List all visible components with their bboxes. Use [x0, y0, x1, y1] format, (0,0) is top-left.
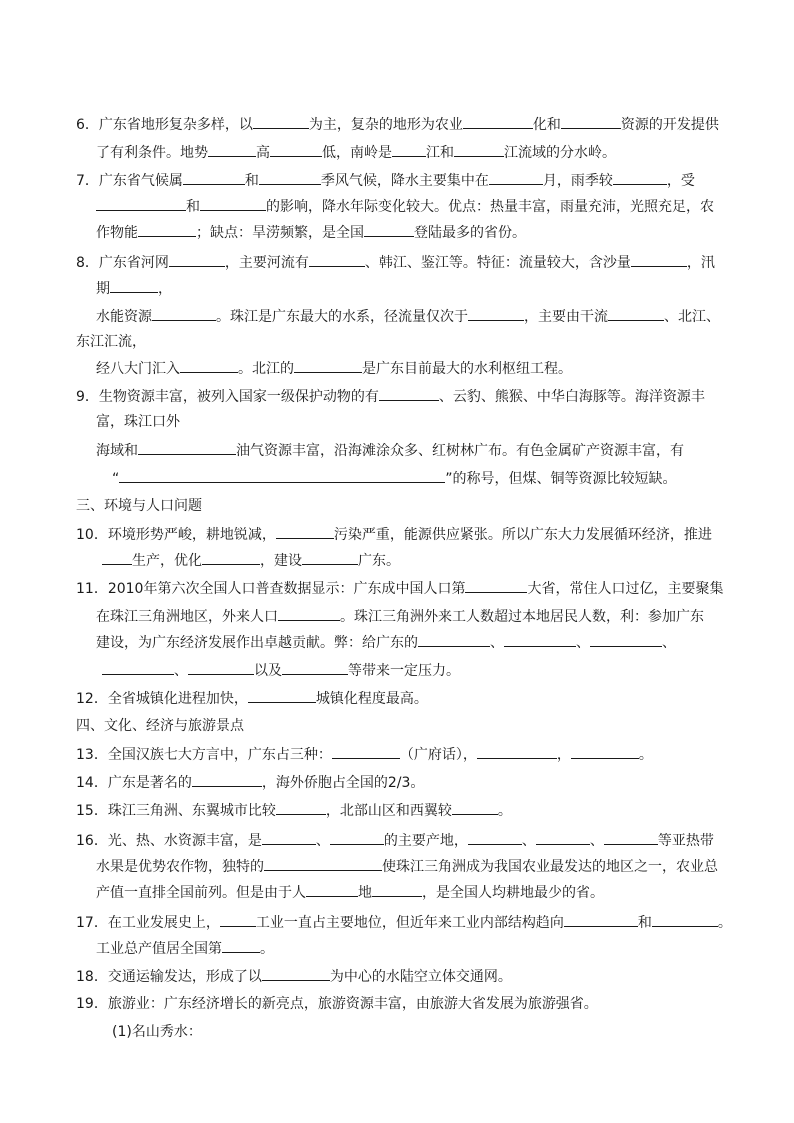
answer-blank[interactable]: [379, 386, 439, 401]
line-text: ，建设: [260, 553, 302, 569]
line-text: ，: [158, 281, 172, 297]
answer-blank[interactable]: [264, 856, 382, 871]
text-line: [96, 196, 714, 217]
answer-blank[interactable]: [200, 196, 266, 211]
text-line: [76, 688, 428, 709]
line-text: 7．广东省气候属: [76, 173, 183, 189]
line-text: 、: [521, 833, 536, 849]
answer-blank[interactable]: [262, 966, 330, 981]
line-text: 海域和: [96, 443, 138, 459]
line-text: 登陆最多的省份。: [414, 225, 526, 241]
line-text: ；缺点：旱涝频繁，是全国: [196, 225, 364, 241]
answer-blank[interactable]: [332, 744, 400, 759]
text-line: [96, 278, 172, 299]
line-text: 11．2010年第六次全国人口普查数据显示：广东成中国人口第: [76, 581, 466, 597]
text-line: [76, 830, 714, 851]
answer-blank[interactable]: [504, 632, 576, 647]
answer-blank[interactable]: [102, 660, 174, 675]
line-text: 低，南岭是: [322, 145, 392, 161]
line-text: 高: [256, 145, 270, 161]
line-text: 在珠江三角洲地区，外来人口: [96, 609, 278, 625]
line-text: 。北江的: [238, 361, 294, 377]
text-line: [76, 744, 653, 765]
answer-blank[interactable]: [276, 800, 326, 815]
line-text: 产值一直排全国前列。但是由于人: [96, 885, 306, 901]
text-line: [96, 412, 180, 432]
line-text: 、: [576, 635, 590, 651]
line-text: 期: [96, 281, 110, 297]
text-line: [76, 496, 202, 516]
line-text: 了有利条件。地势: [96, 145, 208, 161]
line-text: 工业一直占主要地位，但近年来工业内部结构趋向: [255, 915, 564, 931]
line-text: 、云豹、熊猴、中华白海豚等。海洋资源丰: [438, 389, 705, 405]
answer-blank[interactable]: [330, 830, 384, 845]
text-line: [96, 440, 684, 461]
line-text: 经八大门汇入: [96, 361, 180, 377]
answer-blank[interactable]: [152, 306, 216, 321]
text-line: [96, 222, 526, 243]
line-text: 季风气候，降水主要集中在: [320, 173, 489, 189]
answer-blank[interactable]: [259, 170, 321, 185]
text-line: [102, 550, 400, 571]
line-text: 、北江、: [664, 309, 720, 325]
line-text: ，北部山区和西翼较: [325, 803, 452, 819]
text-line: [76, 966, 512, 987]
text-line: [76, 114, 719, 135]
answer-blank[interactable]: [608, 306, 664, 321]
line-text: 、: [315, 833, 330, 849]
text-line: [96, 938, 274, 959]
answer-blank[interactable]: [477, 744, 557, 759]
line-text: 。: [260, 941, 274, 957]
line-text: ，是全国人均耕地最少的省。: [422, 885, 604, 901]
answer-blank[interactable]: [278, 606, 340, 621]
line-text: (1)名山秀水：: [112, 1024, 202, 1040]
line-text: 江和: [426, 145, 454, 161]
text-line: [112, 1022, 202, 1042]
answer-blank[interactable]: [248, 688, 316, 703]
answer-blank[interactable]: [96, 196, 186, 211]
line-text: 地: [358, 885, 372, 901]
line-text: 。珠江三角洲外来工人数超过本地居民人数，利：参加广东: [340, 609, 704, 625]
text-line: [96, 606, 704, 627]
line-text: 12．全省城镇化进程加快，: [76, 691, 248, 707]
answer-blank[interactable]: [253, 114, 309, 129]
line-text: 城镇化程度最高。: [315, 691, 428, 707]
answer-blank[interactable]: [138, 440, 236, 455]
line-text: 6．广东省地形复杂多样，以: [76, 117, 253, 133]
text-line: [76, 716, 244, 736]
line-text: 建设，为广东经济发展作出卓越贡献。弊：给广东的: [96, 635, 418, 651]
line-text: 、: [662, 635, 676, 651]
line-text: 月，雨季较: [542, 173, 613, 189]
line-text: 16．光、热、水资源丰富，是: [76, 833, 262, 849]
line-text: ，主要由干流: [524, 309, 608, 325]
line-text: “: [112, 471, 120, 487]
answer-blank[interactable]: [418, 632, 490, 647]
line-text: 污染严重，能源供应紧张。所以广东大力发展循环经济，推进: [333, 527, 712, 543]
answer-blank[interactable]: [463, 114, 533, 129]
line-text: 的影响，降水年际变化较大。优点：热量丰富，雨量充沛，光照充足，农: [266, 199, 714, 215]
line-text: 等亚热带: [657, 833, 714, 849]
answer-blank[interactable]: [631, 252, 687, 267]
line-text: 17．在工业发展史上，: [76, 915, 220, 931]
line-text: 大省，常住人口过亿，主要聚集: [527, 581, 724, 597]
text-line: [76, 772, 424, 793]
line-text: 资源的开发提供: [620, 117, 719, 133]
answer-blank[interactable]: [590, 632, 662, 647]
answer-blank[interactable]: [169, 252, 225, 267]
line-text: 。: [638, 747, 653, 763]
text-line: [76, 170, 695, 191]
line-text: 工业总产值居全国第: [96, 941, 222, 957]
text-line: [96, 142, 616, 163]
text-line: [76, 800, 512, 821]
answer-blank[interactable]: [119, 468, 445, 483]
line-text: （广府话），: [399, 747, 477, 763]
line-text: 13．全国汉族七大方言中，广东占三种：: [76, 747, 332, 763]
answer-blank[interactable]: [468, 830, 522, 845]
line-text: 10．环境形势严峻，耕地锐减，: [76, 527, 276, 543]
line-text: 、韩江、鉴江等。特征：流量较大，含沙量: [364, 255, 631, 271]
line-text: 。珠江是广东最大的水系，径流量仅次于: [216, 309, 468, 325]
line-text: 15．珠江三角洲、东翼城市比较: [76, 803, 276, 819]
line-text: 的主要产地，: [383, 833, 468, 849]
answer-blank[interactable]: [110, 278, 158, 293]
answer-blank[interactable]: [276, 524, 334, 539]
answer-blank[interactable]: [652, 912, 718, 927]
text-line: [76, 994, 598, 1014]
text-line: [76, 386, 705, 407]
answer-blank[interactable]: [468, 306, 524, 321]
line-text: ”的称号，但煤、铜等资源比较短缺。: [445, 471, 677, 487]
answer-blank[interactable]: [372, 882, 422, 897]
answer-blank[interactable]: [294, 358, 362, 373]
answer-blank[interactable]: [202, 550, 260, 565]
answer-blank[interactable]: [561, 114, 621, 129]
line-text: 使珠江三角洲成为我国农业最发达的地区之一，农业总: [382, 859, 718, 875]
line-text: 和: [244, 173, 259, 189]
answer-blank[interactable]: [392, 142, 426, 157]
line-text: 四、文化、经济与旅游景点: [76, 718, 244, 734]
answer-blank[interactable]: [452, 800, 498, 815]
line-text: 为主，复杂的地形为农业: [308, 117, 463, 133]
answer-blank[interactable]: [564, 912, 638, 927]
text-line: [102, 660, 460, 681]
line-text: 18．交通运输发达，形成了以: [76, 969, 262, 985]
text-line: [76, 912, 732, 933]
answer-blank[interactable]: [180, 358, 238, 373]
line-text: 。: [497, 803, 512, 819]
answer-blank[interactable]: [262, 830, 316, 845]
line-text: 等带来一定压力。: [348, 663, 460, 679]
line-text: 。: [717, 915, 732, 931]
line-text: 和: [186, 199, 200, 215]
answer-blank[interactable]: [302, 550, 358, 565]
answer-blank[interactable]: [309, 252, 365, 267]
line-text: ，汛: [686, 255, 715, 271]
line-text: 以及: [254, 663, 282, 679]
answer-blank[interactable]: [220, 912, 256, 927]
line-text: 为中心的水陆空立体交通网。: [329, 969, 512, 985]
text-line: [76, 332, 146, 352]
line-text: 19．旅游业：广东经济增长的新亮点，旅游资源丰富，由旅游大省发展为旅游强省。: [76, 996, 598, 1012]
line-text: 油气资源丰富，沿海滩涂众多、红树林广布。有色金属矿产资源丰富，有: [236, 443, 684, 459]
answer-blank[interactable]: [208, 142, 256, 157]
line-text: 水果是优势农作物，独特的: [96, 859, 264, 875]
answer-blank[interactable]: [306, 882, 358, 897]
answer-blank[interactable]: [102, 550, 132, 565]
text-line: [96, 882, 604, 903]
line-text: 、: [589, 833, 604, 849]
answer-blank[interactable]: [489, 170, 543, 185]
line-text: 作物能: [96, 225, 138, 241]
answer-blank[interactable]: [192, 772, 262, 787]
line-text: ，海外侨胞占全国的2/3。: [261, 775, 425, 791]
line-text: ，主要河流有: [224, 255, 309, 271]
answer-blank[interactable]: [613, 170, 667, 185]
line-text: ，受: [666, 173, 695, 189]
line-text: 、: [174, 663, 188, 679]
answer-blank[interactable]: [183, 170, 245, 185]
answer-blank[interactable]: [188, 660, 254, 675]
answer-blank[interactable]: [364, 222, 414, 237]
line-text: 化和: [532, 117, 561, 133]
text-line: [96, 358, 572, 379]
answer-blank[interactable]: [138, 222, 196, 237]
answer-blank[interactable]: [454, 142, 504, 157]
answer-blank[interactable]: [222, 938, 260, 953]
line-text: ，: [556, 747, 571, 763]
answer-blank[interactable]: [571, 744, 639, 759]
text-line: [76, 524, 712, 545]
line-text: 和: [637, 915, 652, 931]
line-text: 东江汇流，: [76, 334, 146, 350]
line-text: 、: [490, 635, 504, 651]
answer-blank[interactable]: [604, 830, 658, 845]
text-line: [76, 578, 723, 599]
answer-blank[interactable]: [536, 830, 590, 845]
text-line: [76, 252, 715, 273]
text-line: [112, 468, 677, 489]
line-text: 广东。: [358, 553, 400, 569]
line-text: 8．广东省河网: [76, 255, 169, 271]
line-text: 富，珠江口外: [96, 414, 180, 430]
line-text: 江流域的分水岭。: [504, 145, 616, 161]
line-text: 9．生物资源丰富，被列入国家一级保护动物的有: [76, 389, 379, 405]
answer-blank[interactable]: [465, 578, 527, 593]
line-text: 是广东目前最大的水利枢纽工程。: [362, 361, 572, 377]
line-text: 14．广东是著名的: [76, 775, 192, 791]
text-line: [96, 632, 676, 653]
text-line: [96, 856, 718, 877]
text-line: [96, 306, 720, 327]
line-text: 生产，优化: [132, 553, 202, 569]
line-text: 三、环境与人口问题: [76, 498, 202, 514]
answer-blank[interactable]: [282, 660, 348, 675]
answer-blank[interactable]: [270, 142, 322, 157]
line-text: 水能资源: [96, 309, 152, 325]
